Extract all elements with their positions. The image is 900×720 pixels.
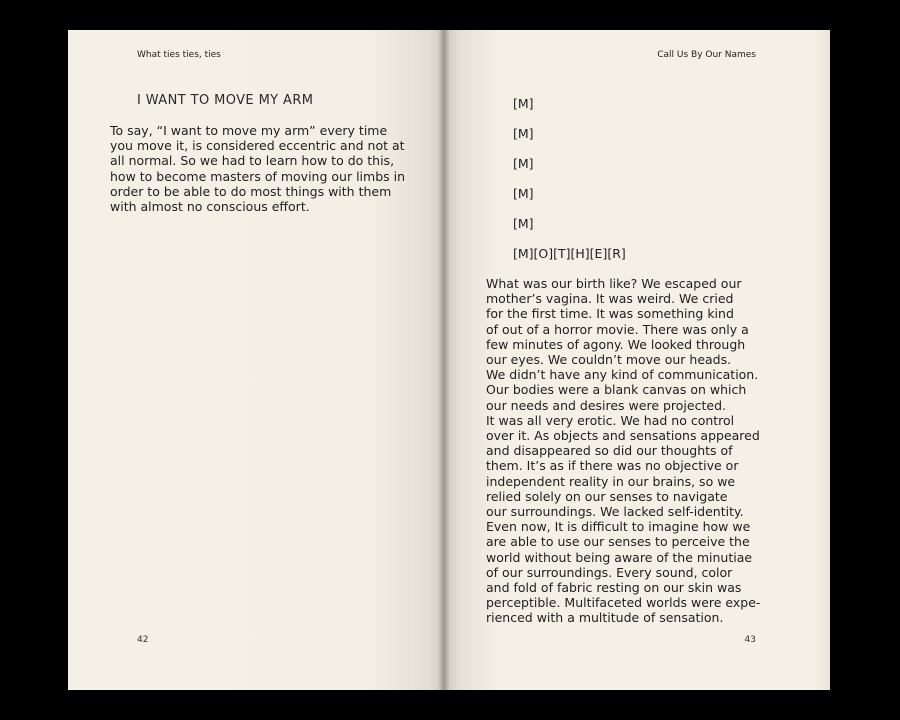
right-page-number: 43: [744, 635, 756, 645]
letter-line: [M]: [513, 126, 534, 141]
body-line: perceptible. Multifaceted worlds were expe-: [486, 595, 761, 611]
letter-line: [M]: [513, 96, 534, 111]
open-book: [68, 30, 830, 690]
book-gutter: [438, 30, 450, 690]
body-line: world without being aware of the minutiae: [486, 549, 753, 565]
letter-line: [M]: [513, 186, 534, 201]
letter-line: [M]: [513, 156, 534, 171]
body-line: our surroundings. We lacked self-identity.: [486, 504, 744, 520]
body-line: our eyes. We couldn’t move our heads.: [486, 352, 732, 368]
left-page-number: 42: [137, 635, 149, 645]
right-running-header: Call Us By Our Names: [657, 50, 756, 60]
body-line: Our bodies were a blank canvas on which: [486, 382, 747, 398]
body-line: Even now, It is difficult to imagine how we: [486, 519, 751, 535]
body-line: few minutes of agony. We looked through: [486, 336, 746, 352]
body-line: and fold of fabric resting on our skin was: [486, 580, 742, 596]
letter-line-mother: [M][O][T][H][E][R]: [513, 246, 626, 261]
intro-paragraph-text: To say, “I want to move my arm” every time you move it, is considered eccentric and not at all normal. So we had to learn how to do this, how to become masters of moving our limbs in order to be able to do most things with them with almost no conscious effort.: [110, 123, 406, 215]
chapter-title: I WANT TO MOVE MY ARM: [137, 93, 314, 108]
intro-paragraph: [110, 123, 410, 214]
body-line: of our surroundings. Every sound, color: [486, 564, 733, 580]
body-line: them. It’s as if there was no objective or: [486, 458, 739, 474]
body-line: of out of a horror movie. There was only a: [486, 321, 749, 337]
body-line: over it. As objects and sensations appeared: [486, 428, 760, 444]
right-body-text: [486, 276, 786, 626]
body-line: are able to use our senses to perceive the: [486, 534, 750, 550]
letter-line: [M]: [513, 216, 534, 231]
left-running-header: What ties ties, ties: [137, 50, 221, 60]
body-line: and disappeared so did our thoughts of: [486, 443, 733, 459]
body-line: mother’s vagina. It was weird. We cried: [486, 291, 734, 307]
body-line: It was all very erotic. We had no control: [486, 412, 735, 428]
body-line: independent reality in our brains, so we: [486, 473, 736, 489]
left-page: [68, 30, 444, 690]
body-line: relied solely on our senses to navigate: [486, 488, 728, 504]
body-line: We didn’t have any kind of communication.: [486, 367, 759, 383]
body-line: rienced with a multitude of sensation.: [486, 610, 724, 626]
body-line: What was our birth like? We escaped our: [486, 276, 742, 291]
body-line: our needs and desires were projected.: [486, 397, 726, 413]
body-line: for the first time. It was something kind: [486, 306, 734, 322]
